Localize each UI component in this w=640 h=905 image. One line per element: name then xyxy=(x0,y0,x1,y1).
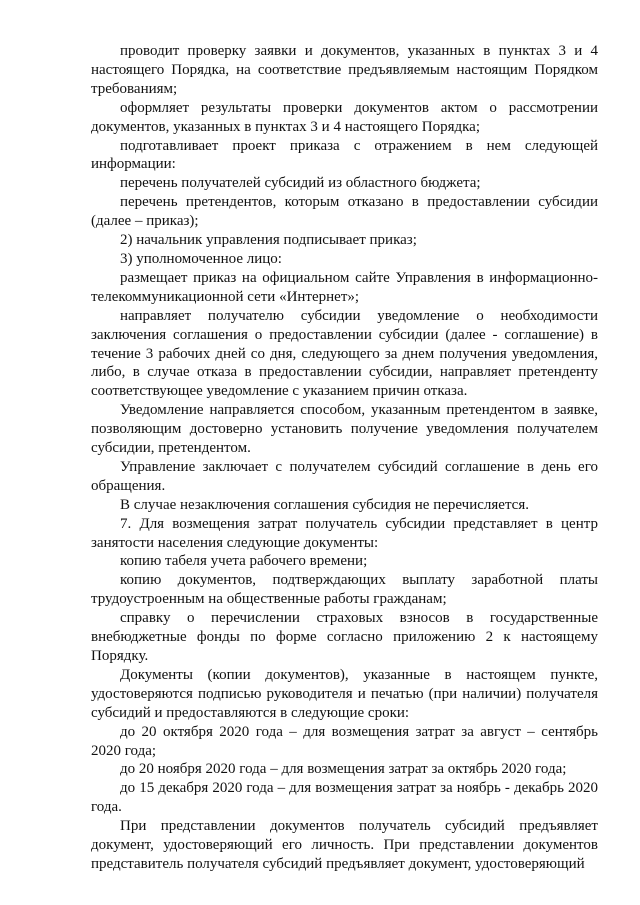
paragraph: Документы (копии документов), указанные в настоящем пункте, удостоверяются подписью руководителя и печатью (при наличии) получателя субсидий и предоставляются в следующие сроки: xyxy=(91,666,598,721)
paragraph: Управление заключает с получателем субсидий соглашение в день его обращения. xyxy=(91,458,598,494)
paragraph: 3) уполномоченное лицо: xyxy=(120,250,282,267)
paragraph: копию документов, подтверждающих выплату заработной платы трудоустроенным на общественные работы гражданам; xyxy=(91,572,598,608)
document-body xyxy=(91,42,598,874)
paragraph: подготавливает проект приказа с отражением в нем следующей информации: xyxy=(91,137,598,173)
paragraph: копию табеля учета рабочего времени; xyxy=(120,553,368,570)
paragraph: 7. Для возмещения затрат получатель субсидии представляет в центр занятости населения следующие документы: xyxy=(91,515,598,551)
paragraph: Уведомление направляется способом, указанным претендентом в заявке, позволяющим достоверно установить получение уведомления получателем субсидии, претендентом. xyxy=(91,402,598,457)
paragraph: проводит проверку заявки и документов, указанных в пунктах 3 и 4 настоящего Порядка, на соответствие предъявляемым настоящим Порядком требованиям; xyxy=(91,43,598,97)
paragraph: перечень претендентов, которым отказано в предоставлении субсидии (далее – приказ); xyxy=(91,194,598,230)
paragraph: до 15 декабря 2020 года – для возмещения затрат за ноябрь - декабрь 2020 года. xyxy=(91,780,598,816)
paragraph: до 20 ноября 2020 года – для возмещения затрат за октябрь 2020 года; xyxy=(120,761,567,778)
paragraph: При представлении документов получатель субсидий предъявляет документ, удостоверяющий его личность. При представлении документов представитель получателя субсидий предъявляет документ, удостоверяющий xyxy=(91,818,598,872)
paragraph: 2) начальник управления подписывает приказ; xyxy=(120,232,417,249)
paragraph: направляет получателю субсидии уведомление о необходимости заключения соглашения о предоставлении субсидии (далее - соглашение) в течение 3 рабочих дней со дня, следующего за днем получения уведомления, либо, в случае отказа в предоставлении субсидии, направляет претенденту соответствующее уведомление с указанием причин отказа. xyxy=(91,307,598,400)
paragraph: справку о перечислении страховых взносов в государственные внебюджетные фонды по форме согласно приложению 2 к настоящему Порядку. xyxy=(91,610,598,664)
paragraph: размещает приказ на официальном сайте Управления в информационно-телекоммуникационной сети «Интернет»; xyxy=(91,269,598,305)
paragraph: перечень получателей субсидий из областного бюджета; xyxy=(120,175,481,192)
paragraph: до 20 октября 2020 года – для возмещения затрат за август – сентябрь 2020 года; xyxy=(91,723,598,759)
paragraph: В случае незаключения соглашения субсидия не перечисляется. xyxy=(120,496,529,513)
paragraph: оформляет результаты проверки документов актом о рассмотрении документов, указанных в пунктах 3 и 4 настоящего Порядка; xyxy=(91,99,598,135)
